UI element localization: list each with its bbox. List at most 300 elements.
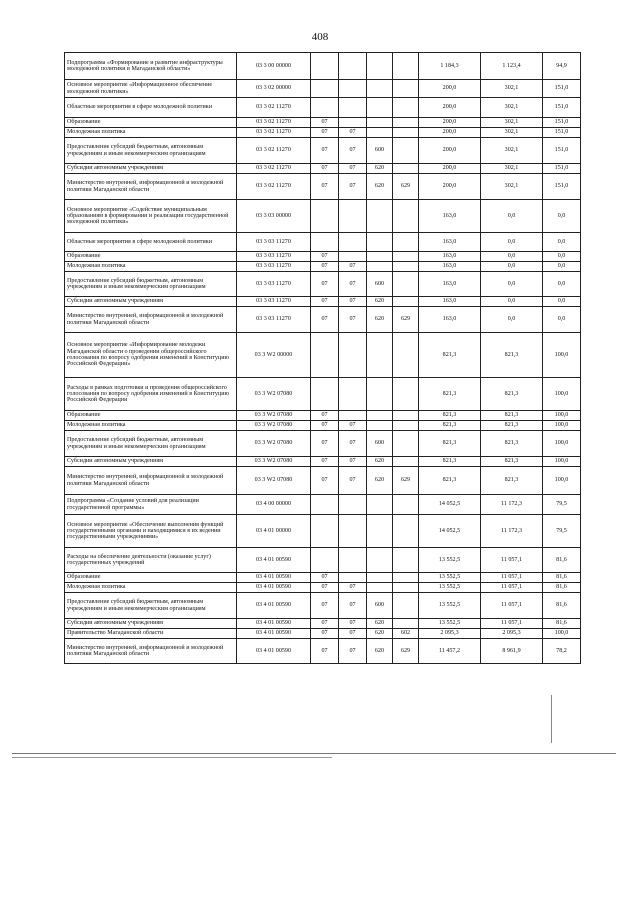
- cell-section: 07: [311, 421, 339, 431]
- cell-actual: 0,0: [481, 200, 543, 233]
- cell-expense-type: 620: [367, 174, 393, 200]
- cell-target-code: 03 3 03 11270: [237, 297, 311, 307]
- table-body: [65, 53, 581, 664]
- cell-subsection: [339, 98, 367, 118]
- cell-name: Основное мероприятие «Содействие муниципальным образованиям в формировании и реализации государственной молодежной политики»: [65, 200, 237, 233]
- cell-actual: 302,1: [481, 118, 543, 128]
- table-row: [65, 495, 581, 515]
- cell-plan: 821,3: [419, 378, 481, 411]
- cell-admin-code: [393, 128, 419, 138]
- cell-plan: 200,0: [419, 98, 481, 118]
- cell-percent: 100,0: [543, 431, 581, 457]
- cell-target-code: 03 3 W2 07080: [237, 467, 311, 495]
- cell-subsection: [339, 411, 367, 421]
- cell-admin-code: [393, 333, 419, 378]
- cell-subsection: 07: [339, 297, 367, 307]
- cell-subsection: 07: [339, 164, 367, 174]
- cell-admin-code: [393, 619, 419, 629]
- cell-subsection: 07: [339, 272, 367, 297]
- cell-actual: 302,1: [481, 164, 543, 174]
- cell-section: 07: [311, 457, 339, 467]
- cell-section: 07: [311, 272, 339, 297]
- cell-percent: 151,0: [543, 118, 581, 128]
- cell-plan: 200,0: [419, 128, 481, 138]
- cell-subsection: 07: [339, 619, 367, 629]
- cell-plan: 200,0: [419, 80, 481, 98]
- cell-plan: 821,3: [419, 421, 481, 431]
- cell-actual: 821,3: [481, 411, 543, 421]
- cell-name: Предоставление субсидий бюджетным, автономным учреждениям и иным некоммерческим организациям: [65, 272, 237, 297]
- cell-section: 07: [311, 174, 339, 200]
- cell-actual: 11 057,1: [481, 583, 543, 593]
- cell-admin-code: [393, 233, 419, 252]
- cell-name: Основное мероприятие «Информационное обеспечение молодежной политики»: [65, 80, 237, 98]
- table-row: [65, 164, 581, 174]
- cell-target-code: 03 3 W2 07080: [237, 421, 311, 431]
- cell-subsection: [339, 378, 367, 411]
- cell-section: [311, 548, 339, 573]
- cell-section: [311, 233, 339, 252]
- cell-plan: 2 095,3: [419, 629, 481, 639]
- cell-expense-type: 620: [367, 639, 393, 664]
- cell-name: Министерство внутренней, информационной и молодежной политики Магаданской области: [65, 467, 237, 495]
- table-row: [65, 467, 581, 495]
- cell-name: Министерство внутренней, информационной и молодежной политики Магаданской области: [65, 174, 237, 200]
- margin-mark: [551, 695, 552, 743]
- cell-actual: 11 057,1: [481, 619, 543, 629]
- cell-expense-type: 600: [367, 272, 393, 297]
- cell-subsection: 07: [339, 457, 367, 467]
- cell-subsection: [339, 333, 367, 378]
- cell-name: Областные мероприятия в сфере молодежной политики: [65, 98, 237, 118]
- cell-admin-code: 602: [393, 629, 419, 639]
- cell-percent: 78,2: [543, 639, 581, 664]
- cell-admin-code: [393, 80, 419, 98]
- table-row: [65, 138, 581, 164]
- table-row: [65, 333, 581, 378]
- cell-section: [311, 80, 339, 98]
- table-row: [65, 593, 581, 619]
- cell-section: 07: [311, 262, 339, 272]
- cell-percent: 0,0: [543, 297, 581, 307]
- cell-expense-type: 620: [367, 307, 393, 333]
- cell-section: 07: [311, 593, 339, 619]
- table-row: [65, 252, 581, 262]
- cell-target-code: 03 3 02 11270: [237, 98, 311, 118]
- cell-percent: 0,0: [543, 233, 581, 252]
- cell-actual: 302,1: [481, 98, 543, 118]
- cell-name: Предоставление субсидий бюджетным, автономным учреждениям и иным некоммерческим организациям: [65, 138, 237, 164]
- cell-expense-type: 600: [367, 593, 393, 619]
- cell-actual: 821,3: [481, 378, 543, 411]
- cell-actual: 1 123,4: [481, 53, 543, 80]
- cell-name: Образование: [65, 252, 237, 262]
- cell-actual: 11 057,1: [481, 593, 543, 619]
- cell-actual: 8 961,9: [481, 639, 543, 664]
- table-row: [65, 307, 581, 333]
- cell-expense-type: [367, 252, 393, 262]
- cell-plan: 11 457,2: [419, 639, 481, 664]
- table-row: [65, 200, 581, 233]
- cell-target-code: 03 3 02 11270: [237, 128, 311, 138]
- cell-name: Образование: [65, 573, 237, 583]
- cell-target-code: 03 3 W2 07080: [237, 457, 311, 467]
- cell-admin-code: [393, 200, 419, 233]
- cell-target-code: 03 4 01 00590: [237, 573, 311, 583]
- cell-admin-code: [393, 421, 419, 431]
- cell-name: Правительство Магаданской области: [65, 629, 237, 639]
- table-row: [65, 457, 581, 467]
- cell-admin-code: [393, 53, 419, 80]
- cell-subsection: [339, 80, 367, 98]
- cell-subsection: 07: [339, 262, 367, 272]
- cell-percent: 0,0: [543, 307, 581, 333]
- cell-name: Предоставление субсидий бюджетным, автономным учреждениям и иным некоммерческим организациям: [65, 593, 237, 619]
- cell-section: 07: [311, 583, 339, 593]
- cell-expense-type: 600: [367, 138, 393, 164]
- cell-percent: 79,5: [543, 515, 581, 548]
- cell-admin-code: [393, 411, 419, 421]
- budget-table: [64, 52, 581, 664]
- table-row: [65, 53, 581, 80]
- budget-table-container: [64, 52, 580, 664]
- cell-section: [311, 53, 339, 80]
- cell-section: 07: [311, 164, 339, 174]
- cell-section: 07: [311, 411, 339, 421]
- table-row: [65, 515, 581, 548]
- cell-target-code: 03 3 03 11270: [237, 252, 311, 262]
- cell-name: Субсидии автономным учреждениям: [65, 164, 237, 174]
- table-row: [65, 431, 581, 457]
- cell-plan: 163,0: [419, 252, 481, 262]
- cell-expense-type: [367, 411, 393, 421]
- table-row: [65, 548, 581, 573]
- table-row: [65, 98, 581, 118]
- cell-actual: 302,1: [481, 80, 543, 98]
- cell-actual: 821,3: [481, 421, 543, 431]
- cell-percent: 79,5: [543, 495, 581, 515]
- cell-plan: 13 552,5: [419, 593, 481, 619]
- cell-percent: 151,0: [543, 138, 581, 164]
- cell-subsection: [339, 515, 367, 548]
- cell-section: 07: [311, 128, 339, 138]
- table-row: [65, 629, 581, 639]
- cell-percent: 151,0: [543, 174, 581, 200]
- cell-section: [311, 98, 339, 118]
- cell-admin-code: [393, 495, 419, 515]
- cell-percent: 100,0: [543, 378, 581, 411]
- cell-expense-type: 620: [367, 467, 393, 495]
- page-number: 408: [311, 31, 329, 43]
- cell-target-code: 03 3 00 00000: [237, 53, 311, 80]
- cell-admin-code: [393, 118, 419, 128]
- cell-actual: 11 057,1: [481, 573, 543, 583]
- cell-target-code: 03 3 03 11270: [237, 307, 311, 333]
- cell-name: Подпрограмма «Формирование и развитие инфраструктуры молодежной политики в Магаданской области»: [65, 53, 237, 80]
- cell-expense-type: [367, 421, 393, 431]
- cell-actual: 302,1: [481, 174, 543, 200]
- cell-plan: 821,3: [419, 467, 481, 495]
- cell-plan: 200,0: [419, 138, 481, 164]
- cell-expense-type: 620: [367, 629, 393, 639]
- cell-percent: 151,0: [543, 80, 581, 98]
- cell-name: Молодежная политика: [65, 128, 237, 138]
- cell-target-code: 03 3 W2 07080: [237, 411, 311, 421]
- cell-plan: 13 552,5: [419, 619, 481, 629]
- cell-actual: 11 057,1: [481, 548, 543, 573]
- cell-target-code: 03 3 02 11270: [237, 174, 311, 200]
- table-row: [65, 174, 581, 200]
- cell-target-code: 03 4 01 00000: [237, 515, 311, 548]
- cell-expense-type: [367, 333, 393, 378]
- cell-subsection: 07: [339, 307, 367, 333]
- cell-target-code: 03 4 01 00590: [237, 619, 311, 629]
- cell-plan: 163,0: [419, 272, 481, 297]
- cell-expense-type: [367, 233, 393, 252]
- cell-name: Субсидии автономным учреждениям: [65, 457, 237, 467]
- cell-section: [311, 515, 339, 548]
- cell-name: Областные мероприятия в сфере молодежной политики: [65, 233, 237, 252]
- cell-percent: 81,6: [543, 583, 581, 593]
- cell-subsection: 07: [339, 431, 367, 457]
- cell-percent: 0,0: [543, 252, 581, 262]
- cell-target-code: 03 3 02 11270: [237, 138, 311, 164]
- cell-plan: 163,0: [419, 233, 481, 252]
- cell-actual: 0,0: [481, 233, 543, 252]
- cell-name: Молодежная политика: [65, 583, 237, 593]
- cell-target-code: 03 3 02 11270: [237, 118, 311, 128]
- cell-section: 07: [311, 297, 339, 307]
- cell-section: 07: [311, 431, 339, 457]
- table-row: [65, 297, 581, 307]
- cell-expense-type: [367, 128, 393, 138]
- cell-subsection: [339, 53, 367, 80]
- cell-admin-code: [393, 98, 419, 118]
- cell-plan: 13 552,5: [419, 583, 481, 593]
- cell-expense-type: [367, 573, 393, 583]
- cell-plan: 821,3: [419, 411, 481, 421]
- cell-expense-type: [367, 80, 393, 98]
- cell-admin-code: [393, 378, 419, 411]
- table-row: [65, 583, 581, 593]
- cell-name: Молодежная политика: [65, 262, 237, 272]
- cell-subsection: [339, 118, 367, 128]
- table-row: [65, 262, 581, 272]
- cell-percent: 0,0: [543, 262, 581, 272]
- cell-expense-type: 620: [367, 164, 393, 174]
- cell-admin-code: [393, 272, 419, 297]
- cell-plan: 13 552,5: [419, 548, 481, 573]
- cell-section: 07: [311, 639, 339, 664]
- cell-name: Расходы в рамках подготовки и проведения общероссийского голосования по вопросу одобрения изменений в Конституцию Российской Федерации: [65, 378, 237, 411]
- cell-plan: 1 184,3: [419, 53, 481, 80]
- cell-target-code: 03 4 00 00000: [237, 495, 311, 515]
- cell-section: 07: [311, 118, 339, 128]
- cell-admin-code: [393, 431, 419, 457]
- cell-actual: 0,0: [481, 297, 543, 307]
- cell-admin-code: [393, 252, 419, 262]
- cell-target-code: 03 4 01 00590: [237, 593, 311, 619]
- cell-percent: 100,0: [543, 421, 581, 431]
- table-row: [65, 378, 581, 411]
- cell-name: Предоставление субсидий бюджетным, автономным учреждениям и иным некоммерческим организациям: [65, 431, 237, 457]
- cell-name: Образование: [65, 411, 237, 421]
- cell-subsection: 07: [339, 128, 367, 138]
- cell-admin-code: [393, 548, 419, 573]
- cell-target-code: 03 3 W2 07080: [237, 378, 311, 411]
- cell-expense-type: [367, 378, 393, 411]
- cell-percent: 0,0: [543, 200, 581, 233]
- cell-section: 07: [311, 467, 339, 495]
- cell-expense-type: [367, 118, 393, 128]
- cell-admin-code: 629: [393, 467, 419, 495]
- cell-admin-code: 629: [393, 307, 419, 333]
- cell-section: [311, 495, 339, 515]
- table-row: [65, 128, 581, 138]
- cell-actual: 0,0: [481, 252, 543, 262]
- cell-section: [311, 378, 339, 411]
- cell-name: Министерство внутренней, информационной и молодежной политики Магаданской области: [65, 639, 237, 664]
- cell-subsection: 07: [339, 639, 367, 664]
- cell-admin-code: [393, 262, 419, 272]
- cell-actual: 0,0: [481, 307, 543, 333]
- cell-subsection: [339, 573, 367, 583]
- cell-plan: 13 552,5: [419, 573, 481, 583]
- cell-percent: 151,0: [543, 164, 581, 174]
- cell-actual: 821,3: [481, 431, 543, 457]
- cell-expense-type: [367, 200, 393, 233]
- cell-actual: 0,0: [481, 262, 543, 272]
- cell-subsection: 07: [339, 629, 367, 639]
- cell-target-code: 03 3 03 00000: [237, 200, 311, 233]
- cell-admin-code: 629: [393, 174, 419, 200]
- cell-percent: 94,9: [543, 53, 581, 80]
- cell-expense-type: [367, 495, 393, 515]
- cell-percent: 151,0: [543, 98, 581, 118]
- cell-actual: 302,1: [481, 128, 543, 138]
- cell-percent: 100,0: [543, 411, 581, 421]
- cell-plan: 821,3: [419, 333, 481, 378]
- cell-percent: 81,6: [543, 548, 581, 573]
- cell-section: 07: [311, 252, 339, 262]
- cell-section: 07: [311, 138, 339, 164]
- cell-percent: 81,6: [543, 619, 581, 629]
- table-row: [65, 411, 581, 421]
- cell-section: 07: [311, 573, 339, 583]
- cell-expense-type: 620: [367, 297, 393, 307]
- cell-actual: 11 172,3: [481, 495, 543, 515]
- cell-percent: 100,0: [543, 333, 581, 378]
- cell-section: 07: [311, 619, 339, 629]
- cell-admin-code: [393, 297, 419, 307]
- table-row: [65, 118, 581, 128]
- cell-percent: 100,0: [543, 457, 581, 467]
- cell-name: Подпрограмма «Создание условий для реализации государственной программы»: [65, 495, 237, 515]
- cell-percent: 100,0: [543, 467, 581, 495]
- cell-subsection: 07: [339, 138, 367, 164]
- cell-admin-code: [393, 573, 419, 583]
- bottom-rule: [12, 753, 616, 754]
- table-row: [65, 619, 581, 629]
- cell-actual: 0,0: [481, 272, 543, 297]
- cell-percent: 81,6: [543, 593, 581, 619]
- cell-subsection: [339, 200, 367, 233]
- cell-target-code: 03 3 W2 07080: [237, 431, 311, 457]
- cell-subsection: 07: [339, 421, 367, 431]
- cell-name: Министерство внутренней, информационной и молодежной политики Магаданской области: [65, 307, 237, 333]
- cell-percent: 81,6: [543, 573, 581, 583]
- cell-expense-type: [367, 98, 393, 118]
- cell-subsection: 07: [339, 593, 367, 619]
- cell-plan: 163,0: [419, 307, 481, 333]
- cell-subsection: [339, 495, 367, 515]
- bottom-rule-secondary: [12, 757, 332, 758]
- cell-target-code: 03 3 02 00000: [237, 80, 311, 98]
- cell-target-code: 03 3 W2 00000: [237, 333, 311, 378]
- cell-plan: 821,3: [419, 457, 481, 467]
- cell-plan: 200,0: [419, 174, 481, 200]
- cell-name: Молодежная политика: [65, 421, 237, 431]
- cell-actual: 2 095,3: [481, 629, 543, 639]
- cell-name: Образование: [65, 118, 237, 128]
- cell-name: Субсидии автономным учреждениям: [65, 297, 237, 307]
- cell-admin-code: [393, 583, 419, 593]
- cell-percent: 151,0: [543, 128, 581, 138]
- cell-subsection: [339, 548, 367, 573]
- cell-expense-type: [367, 583, 393, 593]
- cell-plan: 200,0: [419, 118, 481, 128]
- cell-plan: 14 052,5: [419, 495, 481, 515]
- cell-actual: 821,3: [481, 457, 543, 467]
- cell-admin-code: [393, 515, 419, 548]
- cell-expense-type: 620: [367, 457, 393, 467]
- table-row: [65, 639, 581, 664]
- cell-percent: 100,0: [543, 629, 581, 639]
- cell-expense-type: [367, 515, 393, 548]
- cell-section: 07: [311, 307, 339, 333]
- cell-admin-code: 629: [393, 639, 419, 664]
- cell-target-code: 03 3 03 11270: [237, 272, 311, 297]
- cell-expense-type: [367, 262, 393, 272]
- cell-target-code: 03 3 03 11270: [237, 262, 311, 272]
- cell-plan: 14 052,5: [419, 515, 481, 548]
- cell-actual: 821,3: [481, 467, 543, 495]
- cell-name: Субсидии автономным учреждениям: [65, 619, 237, 629]
- cell-subsection: [339, 233, 367, 252]
- table-row: [65, 421, 581, 431]
- cell-name: Основное мероприятие «Информирование молодежи Магаданской области о проведении общероссийского голосования по вопросу одобрения изменений в Конституцию Российской Федерации»: [65, 333, 237, 378]
- cell-target-code: 03 3 03 11270: [237, 233, 311, 252]
- cell-subsection: 07: [339, 467, 367, 495]
- cell-admin-code: [393, 457, 419, 467]
- cell-target-code: 03 4 01 00590: [237, 583, 311, 593]
- cell-plan: 163,0: [419, 200, 481, 233]
- cell-expense-type: 600: [367, 431, 393, 457]
- cell-admin-code: [393, 138, 419, 164]
- cell-expense-type: [367, 548, 393, 573]
- cell-admin-code: [393, 593, 419, 619]
- cell-percent: 0,0: [543, 272, 581, 297]
- cell-plan: 163,0: [419, 262, 481, 272]
- cell-actual: 302,1: [481, 138, 543, 164]
- cell-subsection: 07: [339, 174, 367, 200]
- cell-section: [311, 333, 339, 378]
- cell-section: [311, 200, 339, 233]
- cell-target-code: 03 4 01 00590: [237, 548, 311, 573]
- table-row: [65, 233, 581, 252]
- cell-plan: 821,3: [419, 431, 481, 457]
- cell-subsection: 07: [339, 583, 367, 593]
